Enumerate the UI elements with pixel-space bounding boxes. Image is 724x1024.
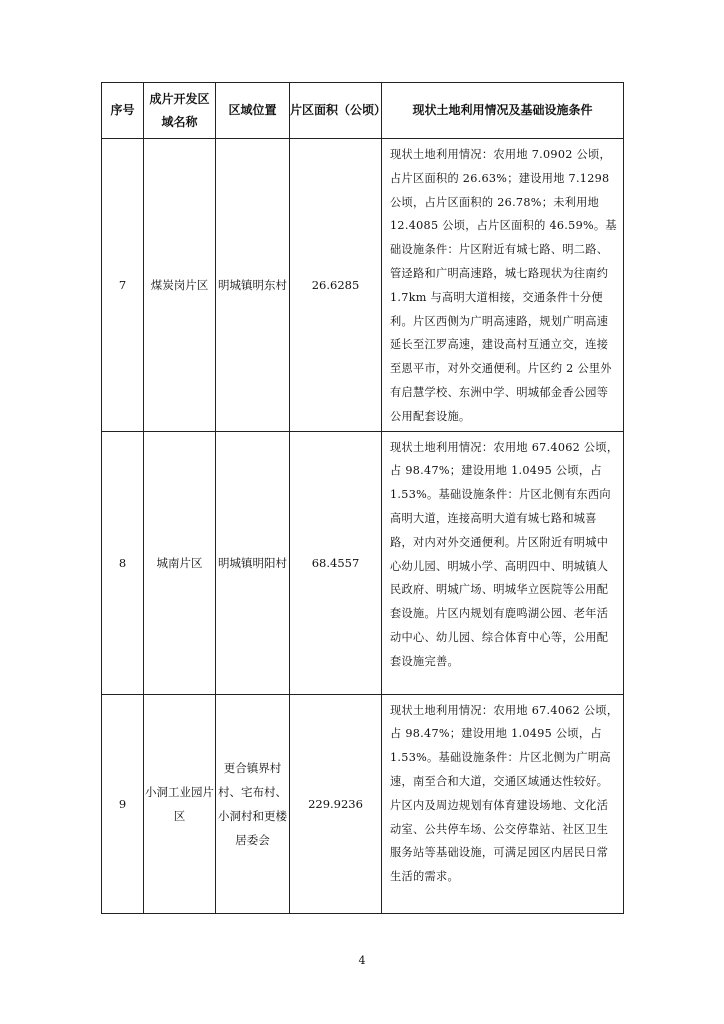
row-no: 8 [102, 431, 144, 694]
row-no: 7 [102, 139, 144, 432]
row-name [144, 431, 216, 694]
header-location: 区域位置 [216, 83, 290, 139]
land-use-table [101, 82, 624, 914]
row-location [216, 431, 290, 694]
row-area: 68.4557 [290, 431, 382, 694]
page-number: 4 [358, 954, 366, 967]
row-location [216, 139, 290, 432]
row-area: 26.6285 [290, 139, 382, 432]
header-name-text: 成片开发区域名称 [149, 91, 210, 129]
row-location-text: 明城镇明阳村 [218, 555, 287, 570]
row-location-text: 明城镇明东村 [218, 277, 287, 292]
table-header-row [102, 83, 624, 139]
header-area [290, 83, 387, 139]
row-name [144, 694, 216, 913]
header-area-text: 片区面积（公顷） [290, 103, 387, 117]
table-row [102, 431, 624, 694]
table-row [102, 694, 624, 913]
row-name [144, 139, 216, 432]
row-no: 9 [102, 694, 144, 913]
row-name-text: 城南片区 [156, 555, 203, 570]
row-location-text: 更合镇界村村、宅布村、小洞村和更楼居委会 [218, 760, 287, 847]
header-no: 序号 [102, 83, 144, 139]
row-name-text: 小洞工业园片区 [145, 784, 214, 823]
header-name [144, 83, 216, 139]
header-conditions: 现状土地利用情况及基础设施条件 [382, 83, 624, 139]
table-row [102, 139, 624, 432]
row-location [216, 694, 290, 913]
row-description: 现状土地利用情况：农用地 67.4062 公顷，占 98.47%；建设用地 1.0495 公顷，占 1.53%。基础设施条件：片区北侧有东西向高明大道，连接高明大道有城七路和城喜路，对内对外交通便利。片区附近有明城中心幼儿园、明城小学、高明四中、明城镇人民政府、明城广场、明城华立医院等公用配套设施。片区内规划有鹿鸣湖公园、老年活动中心、幼儿园、综合体育中心等，公用配套设施完善。 [382, 431, 624, 694]
row-area: 229.9236 [290, 694, 382, 913]
row-description: 现状土地利用情况：农用地 7.0902 公顷，占片区面积的 26.63%；建设用地 7.1298 公顷，占片区面积的 26.78%；未利用地 12.4085 公顷，占片区面积的 46.59%。基础设施条件：片区附近有城七路、明二路、管迳路和广明高速路，城七路现状为往南约 1.7km 与高明大道相接，交通条件十分便利。片区西侧为广明高速路，规划广明高速延长至江罗高速，建设高村互通立交，连接至恩平市，对外交通便利。片区约 2 公里外有启慧学校、东洲中学、明城郁金香公园等公用配套设施。 [382, 139, 624, 432]
row-name-text: 煤炭岗片区 [150, 277, 209, 292]
row-description: 现状土地利用情况：农用地 67.4062 公顷，占 98.47%；建设用地 1.0495 公顷，占 1.53%。基础设施条件：片区北侧为广明高速，南至合和大道，交通区域通达性较好。片区内及周边规划有体育建设场地、文化活动室、公共停车场、公交停靠站、社区卫生服务站等基础设施，可满足园区内居民日常生活的需求。 [382, 694, 624, 913]
